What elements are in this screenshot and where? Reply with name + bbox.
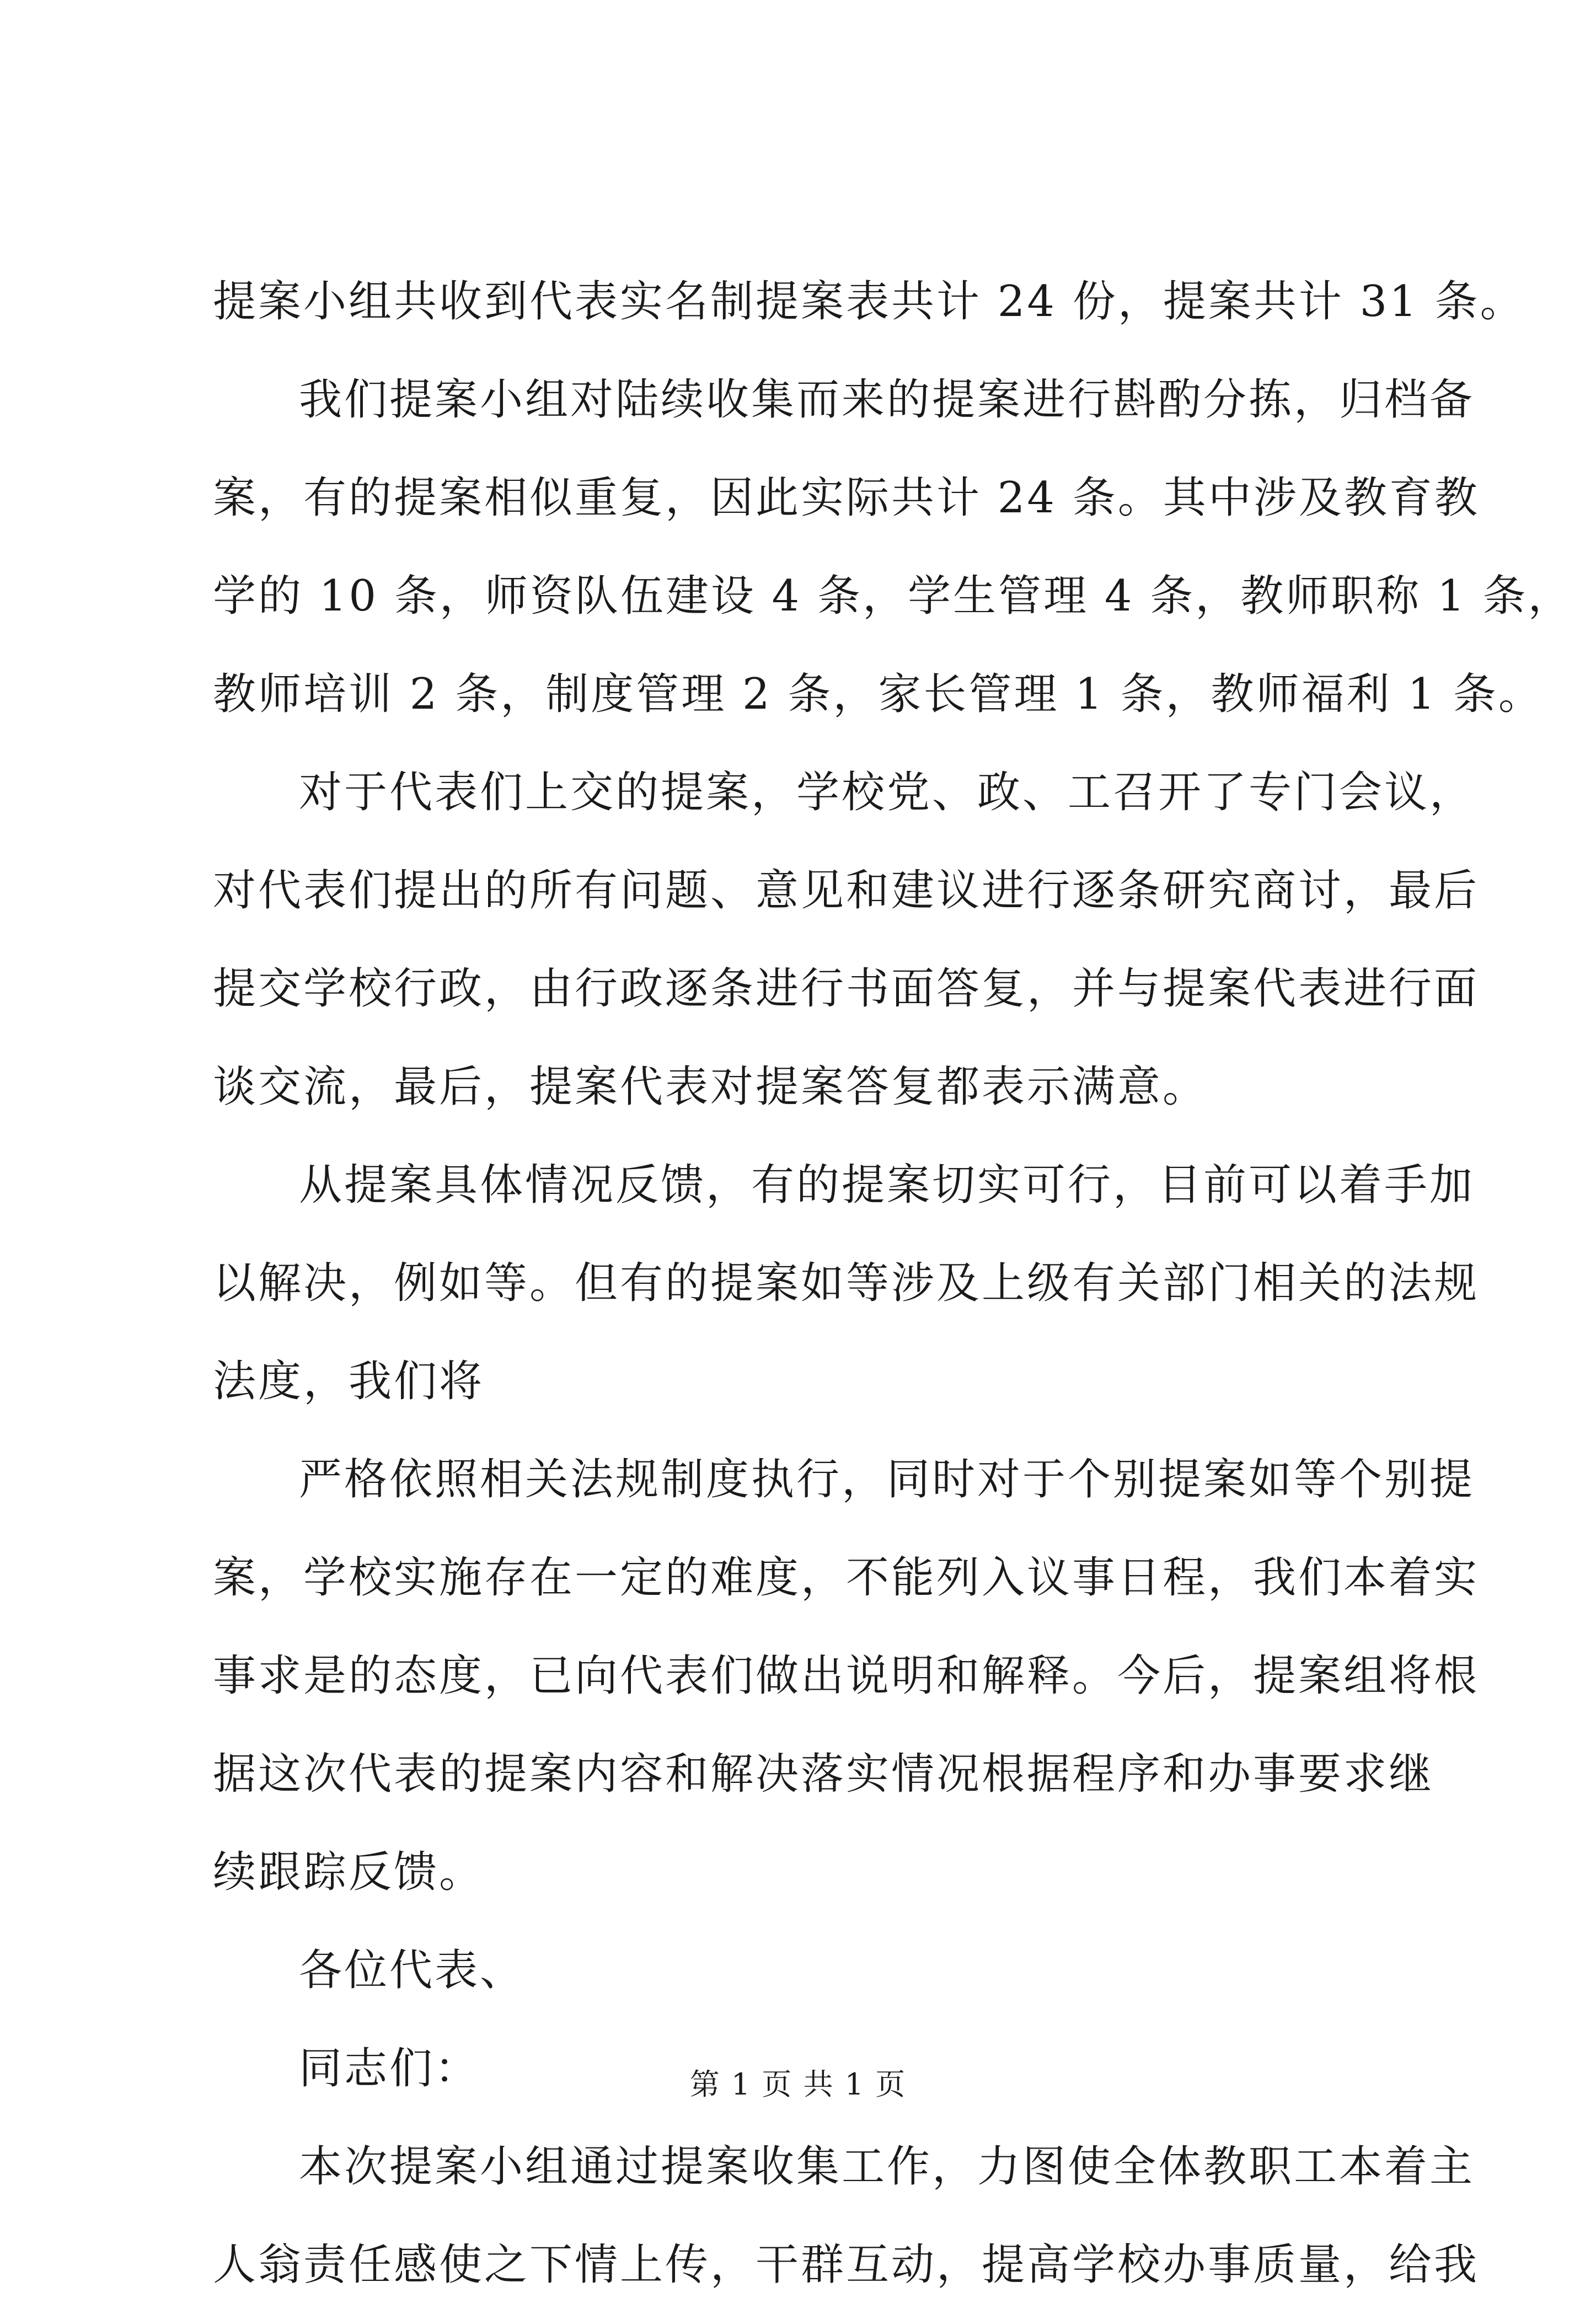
text-line: 案，有的提案相似重复，因此实际共计 24 条。其中涉及教育教	[213, 473, 1480, 523]
text-line: 从提案具体情况反馈，有的提案切实可行，目前可以着手加	[299, 1160, 1475, 1210]
text-line: 事求是的态度，已向代表们做出说明和解释。今后，提案组将根	[213, 1651, 1480, 1701]
text-line: 本次提案小组通过提案收集工作，力图使全体教职工本着主	[299, 2142, 1475, 2192]
text-line: 教师培训 2 条，制度管理 2 条，家长管理 1 条，教师福利 1 条。	[213, 669, 1544, 719]
text-line: 人翁责任感使之下情上传，干群互动，提高学校办事质量，给我	[213, 2240, 1480, 2290]
text-line: 谈交流，最后，提案代表对提案答复都表示满意。	[213, 1062, 1208, 1112]
text-line: 案，学校实施存在一定的难度，不能列入议事日程，我们本着实	[213, 1553, 1480, 1603]
text-line: 据这次代表的提案内容和解决落实情况根据程序和办事要求继	[213, 1749, 1434, 1799]
text-line: 学的 10 条，师资队伍建设 4 条，学生管理 4 条，教师职称 1 条，	[213, 571, 1573, 621]
text-line: 对代表们提出的所有问题、意见和建议进行逐条研究商讨，最后	[213, 866, 1480, 915]
text-line: 我们提案小组对陆续收集而来的提案进行斟酌分拣，归档备	[299, 375, 1475, 425]
text-line: 各位代表、	[299, 1946, 526, 1995]
text-line: 提案小组共收到代表实名制提案表共计 24 份，提案共计 31 条。	[213, 277, 1525, 326]
text-line: 以解决，例如等。但有的提案如等涉及上级有关部门相关的法规	[213, 1258, 1480, 1308]
page-number-footer: 第 1 页 共 1 页	[689, 2067, 907, 2102]
text-line: 续跟踪反馈。	[213, 1847, 485, 1897]
text-line: 同志们：	[299, 2044, 480, 2093]
document-body	[213, 253, 1573, 2314]
text-line: 对于代表们上交的提案，学校党、政、工召开了专门会议，	[299, 768, 1475, 817]
text-line: 严格依照相关法规制度执行，同时对于个别提案如等个别提	[299, 1455, 1475, 1504]
text-line: 提交学校行政，由行政逐条进行书面答复，并与提案代表进行面	[213, 964, 1480, 1014]
text-line: 法度，我们将	[213, 1357, 485, 1406]
